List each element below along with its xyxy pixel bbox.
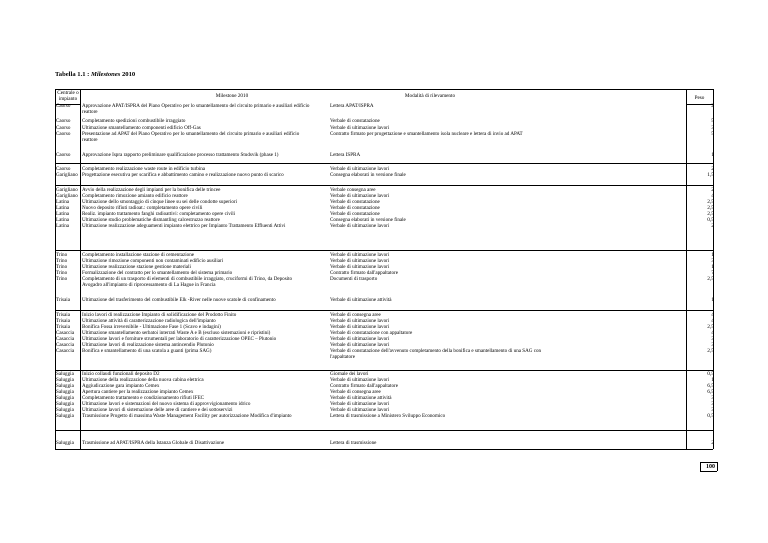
row-mode: Lettera APAT/ISPRA (330, 103, 374, 109)
row-plant: Latina (56, 205, 70, 211)
row-weight: 0,5 (707, 217, 714, 223)
row-weight: 3 (711, 401, 714, 407)
row-mode: Verbale di consegna aree (330, 312, 381, 318)
row-mode: Verbale di ultimazione lavori (330, 342, 390, 348)
row-milestone: Aggiudicazione gara impianto Cemex (82, 383, 160, 389)
row-weight: 1,5 (707, 172, 714, 178)
row-mode: Verbale di ultimazione lavori (330, 401, 390, 407)
row-plant: Trisaia (56, 318, 70, 324)
row-plant: Garigliano (56, 187, 78, 193)
row-mode: Consegna elaborati in versione finale (330, 217, 406, 223)
row-mode: Lettera di trasmissione a Ministero Sviluppo Economico (330, 413, 446, 419)
row-milestone: Trasmissione Progetto di massima Waste Management Facility per autorizzazione Modifica d'impianto (82, 413, 292, 419)
row-plant: Saluggia (56, 413, 74, 419)
row-mode: Verbale di consegna aree (330, 389, 381, 395)
row-weight: 4 (711, 312, 714, 318)
row-mode: Verbale di ultimazione attività (330, 297, 392, 303)
row-mode: Verbale di ultimazione lavori (330, 223, 390, 229)
row-mode: Verbale di ultimazione lavori (330, 407, 390, 413)
row-milestone: Bonifica Fossa irreversibile - Ultimazione Fase 1 (Scavo e indagini) (82, 324, 221, 330)
row-weight: 2,5 (707, 348, 714, 354)
row-weight: 6,5 (707, 389, 714, 395)
row-milestone: Inizio lavori di realizzazione Impianto di solidificazione del Prodotto Finito (82, 312, 237, 318)
row-mode: Verbale di constatazione (330, 118, 380, 124)
row-milestone: Bonifica e smantellamento di una scatola a guanti (prima SAG) (82, 348, 212, 354)
row-weight: 2 (711, 223, 714, 229)
row-milestone: Ultimazione smantellamento componenti edificio Off-Gas (82, 125, 201, 131)
row-weight: 2 (711, 103, 714, 109)
row-mode: Verbale di ultimazione lavori (330, 264, 390, 270)
row-milestone: Approvazione APAT/ISPRA del Piano Operativo per lo smantellamento del circuito primario e ausiliari edificio reattore (82, 103, 310, 116)
row-plant: Saluggia (56, 440, 74, 446)
row-mode: Contratto firmato dall'appaltatore (330, 270, 398, 276)
row-mode: Verbale di ultimazione lavori (330, 252, 390, 258)
row-weight: 5 (711, 131, 714, 137)
row-plant: Trisaia (56, 312, 70, 318)
row-mode: Verbale di ultimazione lavori (330, 166, 390, 172)
row-milestone: Ultimazione realizzazione stazione gestione materiali (82, 264, 191, 270)
row-milestone: Approvazione Ispra rapporto preliminare qualificazione processo trattamento Studsvik (phase 1) (82, 152, 279, 158)
row-weight: 0,5 (707, 371, 714, 377)
row-mode: Verbale di constatazione (330, 199, 380, 205)
row-plant: Casaccia (56, 348, 75, 354)
row-milestone: Nuovo deposito rifiuti radioat.: completamento opere civili (82, 205, 203, 211)
row-weight: 3 (711, 125, 714, 131)
row-mode: Verbale di constatazione (330, 205, 380, 211)
row-weight: 2,5 (707, 276, 714, 282)
row-weight: 1 (711, 264, 714, 270)
row-weight: 2 (711, 166, 714, 172)
row-milestone: Ultimazione attività di caratterizzazione radiologica dell'impianto (82, 318, 216, 324)
row-mode: Giornale dei lavori (330, 371, 369, 377)
row-weight: 5 (711, 118, 714, 124)
row-plant: Caorso (56, 166, 71, 172)
row-mode: Contratto firmato per progettazione e smantellamento isola nucleare e lettera di invio ad APAT (330, 131, 523, 137)
row-plant: Trino (56, 276, 68, 282)
row-weight: 3 (711, 395, 714, 401)
row-milestone: Completamento spedizioni combustibile irraggiato (82, 118, 186, 124)
row-milestone: Ultimazione lavori di realizzazione sistema antincendio Plutonio (82, 342, 214, 348)
row-plant: Saluggia (56, 371, 74, 377)
row-plant: Latina (56, 217, 70, 223)
row-weight: 4 (711, 318, 714, 324)
row-weight: 2,5 (707, 324, 714, 330)
row-mode: Verbale di constatazione (330, 211, 380, 217)
row-milestone: Presentazione ad APAT del Piano Operativo per lo smantellamento del circuito primario e ausiliari edificio reattore (82, 131, 300, 144)
row-weight: 3 (711, 342, 714, 348)
row-milestone: Completamento trattamento e condizionamento rifiuti IFEC (82, 395, 205, 401)
row-milestone: Ultimazione lavori e sistemazioni del nuovo sistema di approvvigionamento idrico (82, 401, 251, 407)
row-plant: Saluggia (56, 377, 74, 383)
row-milestone: Ultimazione rimozione componenti non contaminati edificio ausiliari (82, 258, 224, 264)
row-plant: Latina (56, 199, 70, 205)
row-milestone: Ultimazione smantellamento serbatoi interrati Waste A e B (escluso sistemazioni e ripristini) (82, 330, 271, 336)
row-weight: 4 (711, 193, 714, 199)
row-milestone: Ultimazione lavori di sistemazione delle aree di cantiere e dei sottoservizi (82, 407, 233, 413)
row-plant: Trino (56, 258, 68, 264)
row-plant: Trino (56, 252, 68, 258)
row-plant: Trisaia (56, 324, 70, 330)
row-plant: Saluggia (56, 401, 74, 407)
row-mode: Verbale di ultimazione lavori (330, 377, 390, 383)
row-plant: Trisaia (56, 297, 70, 303)
row-plant: Saluggia (56, 383, 74, 389)
row-plant: Caorso (56, 125, 71, 131)
row-mode: Contratto firmato dall'appaltatore (330, 383, 398, 389)
row-weight: 3 (711, 336, 714, 342)
row-mode: Verbale di ultimazione lavori (330, 193, 390, 199)
row-milestone: Ultimazione realizzazione adeguamenti impianto elettrico per Impianto Trattamento Effluenti Attivi (82, 223, 286, 229)
row-weight: 1 (711, 252, 714, 258)
row-weight: 1 (711, 297, 714, 303)
row-milestone: Progettazione esecutiva per scarifica e abbattimento camino e realizzazione nuovo punto di scarico (82, 172, 284, 178)
row-plant: Garigliano (56, 172, 78, 178)
header-plant: Centrale o impianto (57, 90, 79, 102)
row-milestone: Ultimazione lavori e forniture strumentali per laboratorio di caratterizzazione OPEC – Plutonio (82, 336, 277, 342)
row-weight: 1 (711, 152, 714, 158)
row-milestone: Inizio collaudi funzionali deposito D2 (82, 371, 160, 377)
row-mode: Lettera ISPRA (330, 152, 361, 158)
row-plant: Caorso (56, 118, 71, 124)
row-plant: Caorso (56, 152, 71, 158)
row-weight: 2 (711, 440, 714, 446)
row-milestone: Ultimazione della realizzazione della nuova cabina elettrica (82, 377, 204, 383)
row-milestone: Trasmissione ad APAT/ISPRA della Istanza Globale di Disattivazione (82, 440, 225, 446)
row-milestone: Apertura cantiere per la realizzazione impianto Cemex (82, 389, 194, 395)
row-weight: 2,5 (707, 211, 714, 217)
row-plant: Latina (56, 211, 70, 217)
row-weight: 6,5 (707, 383, 714, 389)
row-mode: Verbale consegna aree (330, 187, 376, 193)
row-plant: Saluggia (56, 395, 74, 401)
row-milestone: Avvio della realizzazione degli impianti per la bonifica delle trincee (82, 187, 221, 193)
row-weight: 3 (711, 407, 714, 413)
row-mode: Documenti di trasporto (330, 276, 378, 282)
row-milestone: Completamento rimozione amianto edificio reattore (82, 193, 188, 199)
row-weight: 4 (711, 330, 714, 336)
row-mode: Verbale di ultimazione lavori (330, 318, 390, 324)
row-plant: Caorso (56, 103, 71, 109)
row-mode: Verbale di ultimazione lavori (330, 324, 390, 330)
row-mode: Verbale di ultimazione attività (330, 395, 392, 401)
row-mode: Verbale di constatazione con appaltatore (330, 330, 413, 336)
row-weight: 2,5 (707, 205, 714, 211)
header-mode: Modalità di rilevamento (404, 93, 456, 99)
header-weight: Peso (694, 95, 705, 101)
row-plant: Saluggia (56, 407, 74, 413)
row-mode: Verbale di constatazione dell'avvenuto completamento della bonifica e smantellamento di una SAG con l'appaltatore (330, 348, 542, 361)
row-mode: Verbale di ultimazione lavori (330, 336, 390, 342)
row-plant: Casaccia (56, 330, 75, 336)
row-plant: Casaccia (56, 336, 75, 342)
row-mode: Verbale di ultimazione lavori (330, 258, 390, 264)
row-mode: Consegna elaborati in versione finale (330, 172, 406, 178)
total-weight: 100 (706, 464, 715, 470)
row-weight: 0,5 (707, 413, 714, 419)
row-milestone: Completamento di un trasporto di elementi di combustibile irraggiato, cruciformi di Trino, da Deposito Avogadro all'impianto di riprocessamento di La Hague in Francia (82, 276, 293, 289)
row-milestone: Ultimazione dello smontaggio di cinque linee su sei delle condotte superiori (82, 199, 238, 205)
row-milestone: Formalizzazione del contratto per lo smantellamento del sistema primario (82, 270, 233, 276)
table-title: Tabella 1.1 : Milestones 2010 (55, 71, 136, 78)
row-plant: Casaccia (56, 342, 75, 348)
row-plant: Caorso (56, 131, 71, 137)
row-plant: Latina (56, 223, 70, 229)
row-plant: Trino (56, 270, 68, 276)
row-milestone: Ultimazione studio problematiche dismantling calcestruzzo reattore (82, 217, 220, 223)
header-milestone: Milestone 2010 (215, 93, 249, 99)
row-plant: Garigliano (56, 193, 78, 199)
row-plant: Trino (56, 264, 68, 270)
row-weight: 2,5 (707, 199, 714, 205)
row-weight: 2 (711, 187, 714, 193)
row-milestone: Ultimazione del trasferimento del combustibile Elk -River nelle nuove scatole di confinamento (82, 297, 276, 303)
row-weight: 1 (711, 377, 714, 383)
row-mode: Verbale di ultimazione lavori (330, 125, 390, 131)
row-weight: 7 (711, 270, 714, 276)
row-weight: 3 (711, 258, 714, 264)
row-mode: Lettera di trasmissione (330, 440, 377, 446)
row-milestone: Completamento realizzazione waste route in edificio turbina (82, 166, 206, 172)
row-plant: Saluggia (56, 389, 74, 395)
row-milestone: Completamento installazione stazione di cementazione (82, 252, 195, 258)
row-milestone: Realiz. impianto trattamento fanghi radioattivi: completamento opere civili (82, 211, 236, 217)
